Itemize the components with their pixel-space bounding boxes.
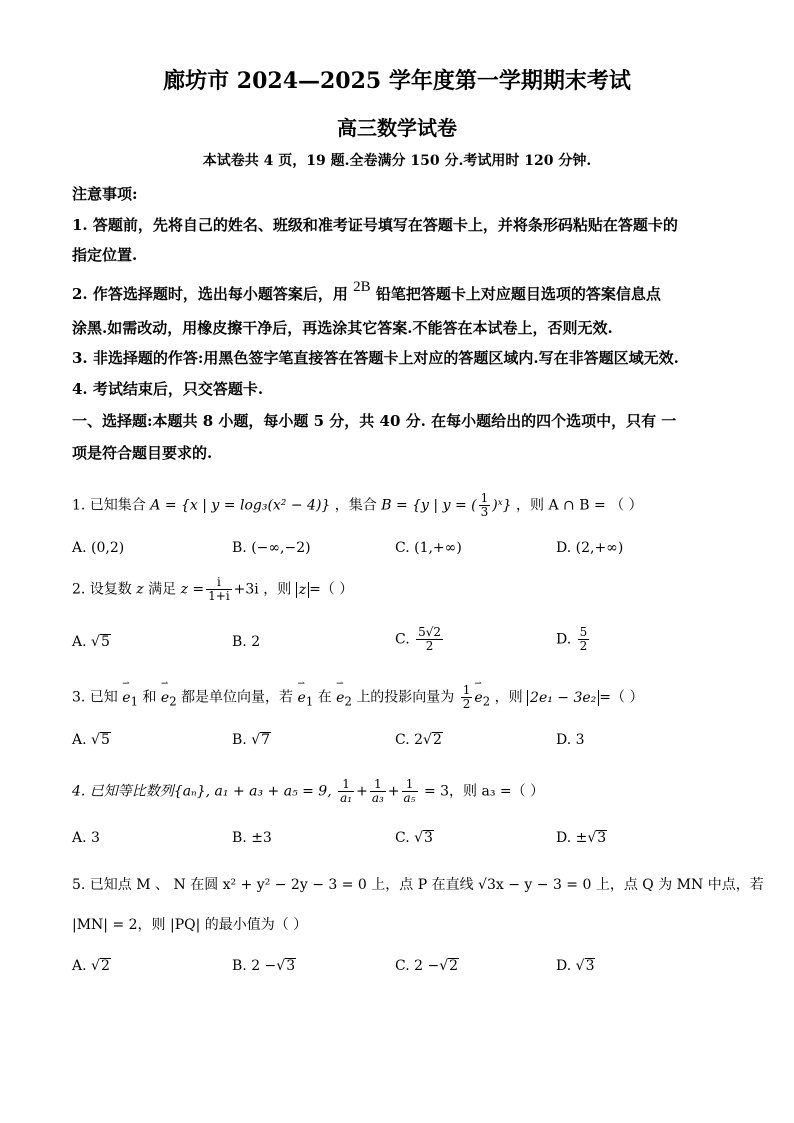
q4-tail: = 3，则 a₃ =（ ） — [423, 783, 545, 800]
q1-tail: ，则 A ∩ B = （ ） — [516, 497, 643, 514]
q3-e1b-sub: 1 — [305, 694, 314, 709]
note-1a: 1. 答题前，先将自己的姓名、班级和准考证号填写在答题卡上，并将条形码粘贴在答题卡的 — [72, 216, 678, 234]
q5-opt-a-label: A. — [72, 958, 87, 974]
q5-option-a: A. √2 — [72, 958, 110, 974]
q5-line-2: |MN| = 2，则 |PQ| 的最小值为（ ） — [72, 917, 308, 933]
q5-opt-a-val: 2 — [100, 958, 110, 974]
q2-option-a: A. √5 — [72, 634, 110, 650]
q2-eq: z = — [180, 581, 205, 598]
q2-opt-d-num: 5 — [579, 625, 588, 639]
q3-mid: 都是单位向量，若 — [181, 689, 294, 706]
q2-mid: 满足 — [148, 581, 177, 598]
q3-vec-e1b: ⇀ e — [298, 690, 306, 706]
q3-vec-e2b: ⇀ e — [336, 690, 344, 706]
q1-frac-den: 3 — [480, 505, 489, 520]
q5-opt-b-val: 3 — [286, 958, 296, 974]
q2-option-c — [395, 626, 445, 653]
q1-set-b-post: )ˣ} — [492, 497, 512, 514]
section-heading-2: 项是符合题目要求的. — [72, 444, 213, 462]
q1-option-d: D. (2,+∞) — [556, 540, 624, 556]
q5-opt-c-label: C. 2 − — [395, 958, 440, 974]
q3-e1-sub: 1 — [130, 694, 138, 709]
question-2 — [72, 576, 353, 603]
question-3 — [72, 684, 643, 711]
q2-opt-a-label: A. — [72, 634, 87, 650]
q2-opt-a-val: 5 — [100, 634, 110, 650]
note-2a-pre: 2. 作答选择题时，选出每小题答案后，用 — [72, 285, 348, 303]
q1-option-a: A. (0,2) — [72, 540, 125, 556]
q3-vec-e2: ⇀ e — [161, 690, 169, 706]
q3-frac-den: 2 — [462, 697, 471, 712]
q4-frac-1-num: 1 — [338, 778, 354, 792]
q2-var: z — [136, 581, 144, 598]
q5-opt-d-label: D. — [556, 958, 572, 974]
q1-option-b: B. (−∞,−2) — [232, 540, 311, 556]
q5-opt-c-val: 2 — [449, 958, 459, 974]
q1-set-b-pre: B = {y | y = ( — [381, 497, 477, 514]
q4-frac-2-den: a₃ — [371, 791, 384, 806]
q5-opt-d-val: 3 — [585, 958, 595, 974]
q2-option-b: B. 2 — [232, 634, 261, 650]
q3-mid2: 上的投影向量为 — [356, 689, 455, 706]
q4-opt-c-label: C. — [395, 830, 410, 846]
q4-frac-3 — [402, 778, 418, 805]
q3-opt-a-val: 5 — [100, 732, 110, 748]
q3-tail2: =（ ） — [599, 689, 644, 706]
q3-option-c: C. 2√2 — [395, 732, 442, 748]
q2-opt-d-label: D. — [556, 631, 572, 648]
q4-frac-3-den: a₅ — [403, 791, 416, 806]
q3-proj-vec: ⇀ e — [474, 690, 482, 706]
q4-frac-2 — [370, 778, 386, 805]
q3-e2b-sub: 2 — [344, 694, 352, 709]
q4-option-d: D. ±√3 — [556, 830, 607, 846]
q1-fraction — [479, 492, 491, 519]
q3-fraction — [461, 684, 473, 711]
q2-tail: ，则 — [263, 581, 292, 598]
exam-info: 本试卷共 4 页，19 题.全卷满分 150 分.考试用时 120 分钟. — [202, 153, 592, 169]
q4-option-b: B. ±3 — [232, 830, 272, 846]
q3-prefix: 3. 已知 — [72, 689, 118, 706]
q3-tail: ，则 — [494, 689, 523, 706]
question-1 — [72, 492, 643, 519]
note-4: 4. 考试结束后，只交答题卡. — [72, 380, 264, 398]
q2-opt-c-num: 5√2 — [418, 625, 442, 639]
q2-frac-den: 1+i — [208, 589, 230, 604]
q1-set-a: A = {x | y = log₃(x² − 4)} — [150, 497, 331, 514]
notes-heading: 注意事项: — [72, 185, 138, 203]
section-heading-1: 一、选择题:本题共 8 小题，每小题 5 分，共 40 分. 在每小题给出的四个选项中，只有 一 — [72, 412, 677, 430]
q2-option-d — [556, 626, 591, 653]
q1-frac-num: 1 — [480, 491, 489, 505]
q2-opt-c-frac — [416, 626, 443, 653]
q3-option-b: B. √7 — [232, 732, 271, 748]
q3-opt-b-label: B. — [232, 732, 247, 748]
q4-opt-d-val: 3 — [597, 830, 607, 846]
q4-frac-2-num: 1 — [370, 778, 386, 792]
q5-opt-b-label: B. 2 − — [232, 958, 277, 974]
q3-in: 在 — [317, 689, 332, 706]
q3-vec-e1: ⇀ e — [122, 690, 130, 706]
q4-opt-d-label: D. ± — [556, 830, 588, 846]
q5-line-1: 5. 已知点 M 、 N 在圆 x² + y² − 2y − 3 = 0 上，点 P 在直线 √3x − y − 3 = 0 上，点 Q 为 MN 中点，若 — [72, 877, 764, 893]
q1-prefix: 1. 已知集合 — [72, 497, 146, 514]
q4-option-c: C. √3 — [395, 830, 433, 846]
q4-frac-3-num: 1 — [402, 778, 418, 792]
q4-prefix: 4. 已知等比数列{aₙ}, a₁ + a₃ + a₅ = 9, — [72, 783, 332, 800]
q4-opt-c-val: 3 — [424, 830, 433, 846]
question-4: 4. 已知等比数列{aₙ}, a₁ + a₃ + a₅ = 9, $\frac{1}{\text{a₁}}$ + $\frac{1}{\text{a₃}}$ + $\frac{1}{\text{a₅}}$ = 3，则 a₃ =（ ） — [72, 777, 545, 806]
note-3: 3. 非选择题的作答:用黑色签字笔直接答在答题卡上对应的答题区域内.写在非答题区域无效. — [72, 349, 679, 367]
q3-e2-sub: 2 — [169, 694, 177, 709]
note-1b: 指定位置. — [72, 246, 138, 264]
exam-subtitle: 高三数学试卷 — [337, 116, 457, 140]
note-2a — [72, 279, 661, 304]
q3-and: 和 — [142, 689, 157, 706]
pencil-grade: 2B — [353, 279, 371, 295]
q3-expr: 2e₁ − 3e₂ — [527, 690, 599, 706]
q3-opt-b-val: 7 — [261, 732, 271, 748]
note-2a-post: 铅笔把答题卡上对应题目选项的答案信息点 — [375, 285, 661, 303]
q3-proj-sub: 2 — [482, 694, 491, 709]
q3-opt-c-label: C. 2 — [395, 732, 424, 748]
q3-frac-num: 1 — [462, 683, 471, 697]
q1-option-c: C. (1,+∞) — [395, 540, 462, 556]
q5-option-b: B. 2 −√3 — [232, 958, 296, 974]
q2-abs: z — [296, 582, 309, 598]
note-2b: 涂黑.如需改动，用橡皮擦干净后，再选涂其它答案.不能答在本试卷上，否则无效. — [72, 319, 613, 337]
q2-eq-post: +3i — [233, 581, 259, 598]
q2-opt-c-den: 2 — [425, 639, 434, 654]
q1-mid: ，集合 — [334, 497, 377, 514]
q4-option-a: A. 3 — [72, 830, 100, 846]
q3-option-d: D. 3 — [556, 732, 585, 748]
q2-frac-num: i — [206, 576, 232, 590]
exam-title: 廊坊市 2024—2025 学年度第一学期期末考试 — [163, 68, 631, 94]
q2-opt-d-den: 2 — [579, 639, 588, 654]
q2-fraction — [206, 576, 232, 603]
q4-frac-1 — [338, 778, 354, 805]
q5-option-c: C. 2 −√2 — [395, 958, 459, 974]
q2-opt-c-label: C. — [395, 631, 410, 648]
q3-option-a: A. √5 — [72, 732, 110, 748]
q4-frac-1-den: a₁ — [340, 791, 353, 806]
q3-opt-c-val: 2 — [432, 732, 442, 748]
q2-tail2: =（ ） — [309, 581, 354, 598]
q2-opt-d-frac — [578, 626, 590, 653]
q2-prefix: 2. 设复数 — [72, 581, 132, 598]
q5-option-d: D. √3 — [556, 958, 595, 974]
q3-opt-a-label: A. — [72, 732, 87, 748]
